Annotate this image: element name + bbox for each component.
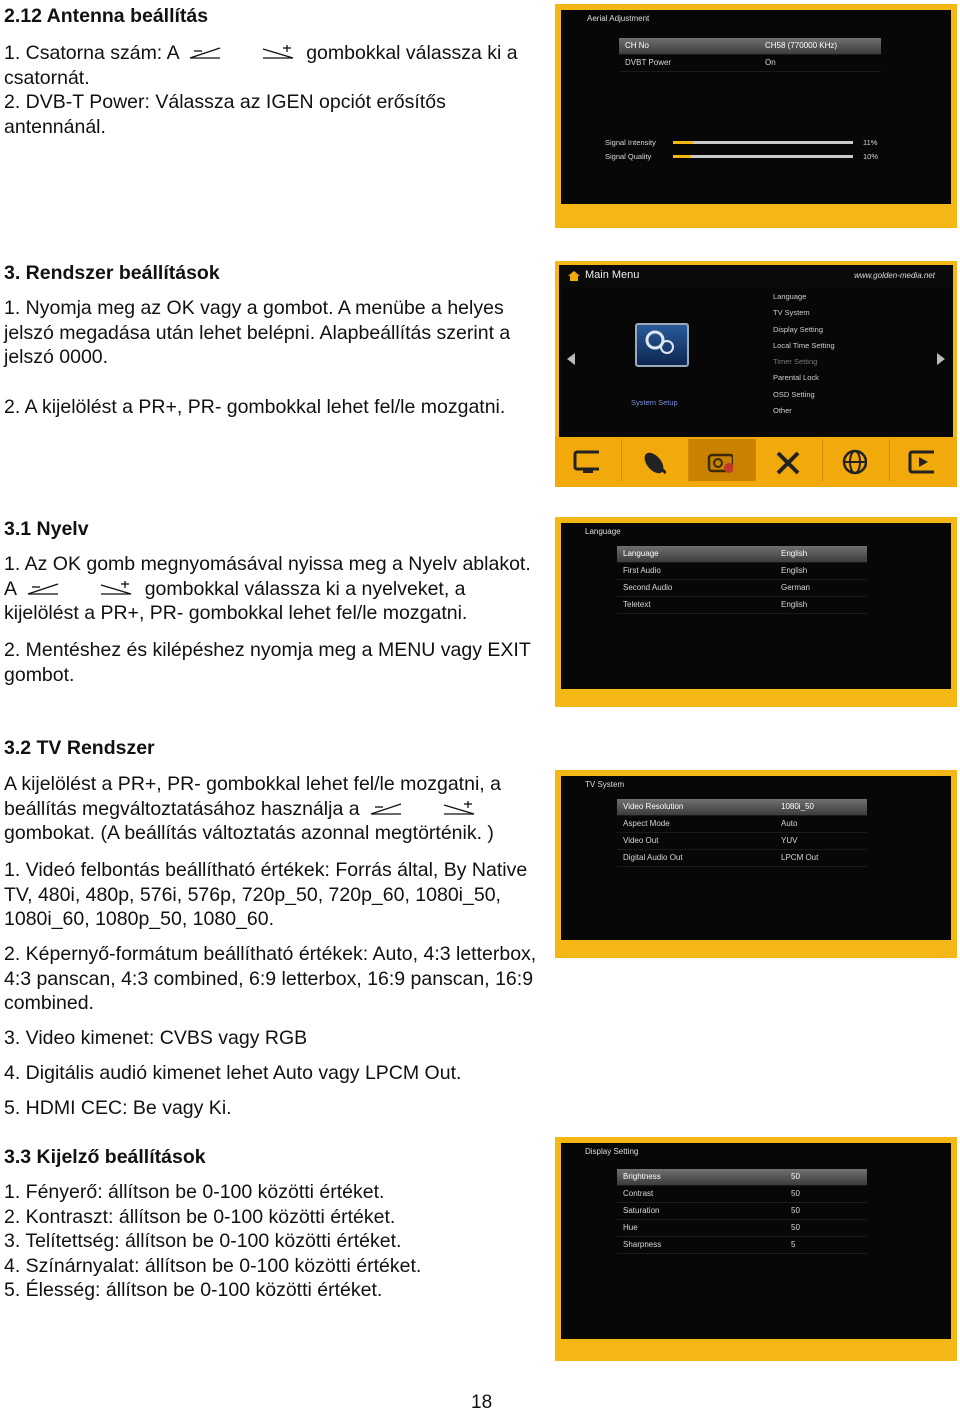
paragraph-language-1 xyxy=(4,552,544,626)
tv-screen xyxy=(559,265,953,437)
menu-item: Parental Lock xyxy=(773,373,819,383)
text-part: gombokat. (A beállítás változtatás azonnal megtörténik. ) xyxy=(4,822,494,844)
paragraph-display-1: 1. Fényerő: állítson be 0-100 közötti értéket. xyxy=(4,1181,385,1203)
settings-list xyxy=(619,38,881,72)
screen-title: Display Setting xyxy=(585,1147,639,1156)
main-menu-title: Main Menu xyxy=(585,269,640,281)
volume-down-icon xyxy=(188,45,224,61)
paragraph-system-2: 2. A kijelölést a PR+, PR- gombokkal lehet fel/le mozgatni. xyxy=(4,396,506,418)
text-part: gombokkal válassza ki a csatornát. xyxy=(4,42,518,89)
category-media xyxy=(890,439,956,481)
paragraph-display-3: 3. Telítettség: állítson be 0-100 közötti értéket. xyxy=(4,1230,402,1252)
page-number: 18 xyxy=(471,1392,493,1413)
main-menu-list xyxy=(773,289,835,419)
arrow-left-icon xyxy=(567,353,575,365)
screen-title: TV System xyxy=(585,780,625,789)
settings-row: Contrast 50 xyxy=(617,1186,867,1203)
paragraph-display-4: 4. Színárnyalat: állítson be 0-100 közötti értéket. xyxy=(4,1255,422,1277)
settings-list xyxy=(617,799,867,867)
volume-up-icon xyxy=(261,45,297,61)
settings-row: Brightness 50 xyxy=(617,1169,867,1186)
text-part: A kijelölést a PR+, PR- gombokkal lehet fel/le mozgatni, a beállítás megváltoztatásához használja a xyxy=(4,773,501,820)
paragraph-tv-3: 3. Video kimenet: CVBS vagy RGB xyxy=(4,1027,308,1049)
volume-up-icon xyxy=(442,801,478,817)
main-menu-header xyxy=(559,265,953,287)
paragraph-display-5: 5. Élesség: állítson be 0-100 közötti értéket. xyxy=(4,1279,383,1301)
paragraph-display-2: 2. Kontraszt: állítson be 0-100 közötti értéket. xyxy=(4,1206,396,1228)
section-heading-display: 3.3 Kijelző beállítások xyxy=(4,1146,206,1168)
text-part: gombokkal válassza ki a nyelveket, a kijelölést a PR+, PR- gombokkal lehet fel/le mozgatni. xyxy=(4,577,468,624)
settings-row: Saturation 50 xyxy=(617,1203,867,1220)
paragraph-tv-4: 4. Digitális audió kimenet lehet Auto vagy LPCM Out. xyxy=(4,1062,462,1084)
website-url: www.golden-media.net xyxy=(854,271,935,280)
category-satellite xyxy=(622,439,689,481)
section-heading-system: 3. Rendszer beállítások xyxy=(4,262,220,284)
settings-row: Teletext English xyxy=(617,597,867,614)
section-heading-antenna: 2.12 Antenna beállítás xyxy=(4,5,209,27)
settings-row: Hue 50 xyxy=(617,1220,867,1237)
text-part: 1. Az OK gomb megnyomásával nyissa meg a Nyelv ablakot. A xyxy=(4,553,531,600)
screenshot-language xyxy=(555,517,957,707)
paragraph-antenna-1 xyxy=(4,41,544,90)
text-part: 1. Csatorna szám: A xyxy=(4,42,179,64)
menu-item: Language xyxy=(773,292,807,301)
tv-screen xyxy=(561,776,951,940)
settings-row: First Audio English xyxy=(617,563,867,580)
paragraph-language-2: 2. Mentéshez és kilépéshez nyomja meg a MENU vagy EXIT gombot. xyxy=(4,639,531,686)
settings-list xyxy=(617,1169,867,1254)
settings-row: Sharpness 5 xyxy=(617,1237,867,1254)
tv-screen xyxy=(561,523,951,689)
category-tv xyxy=(555,439,622,481)
paragraph-tv-0 xyxy=(4,772,544,846)
category-tools xyxy=(756,439,823,481)
screen-title: Language xyxy=(585,527,621,536)
menu-item: Other xyxy=(773,406,792,416)
settings-row: Digital Audio Out LPCM Out xyxy=(617,850,867,867)
tv-screen xyxy=(561,1143,951,1339)
category-network xyxy=(823,439,890,481)
paragraph-system-1: 1. Nyomja meg az OK vagy a gombot. A menübe a helyes jelszó megadása után lehet belépni. Alapbeállítás szerint a jelszó 0000. xyxy=(4,297,511,368)
volume-down-icon xyxy=(26,581,62,597)
screen-title: Aerial Adjustment xyxy=(587,14,650,23)
settings-row: Second Audio German xyxy=(617,580,867,597)
section-heading-language: 3.1 Nyelv xyxy=(4,518,89,540)
settings-row: DVBT Power On xyxy=(619,55,881,72)
signal-quality-bar xyxy=(673,155,853,158)
settings-row: Language English xyxy=(617,546,867,563)
arrow-right-icon xyxy=(937,353,945,365)
screenshot-aerial-adjustment xyxy=(555,4,957,228)
settings-row: CH No CH58 (770000 KHz) xyxy=(619,38,881,55)
menu-item: TV System xyxy=(773,308,810,318)
menu-item: Timer Setting xyxy=(773,357,818,367)
paragraph-tv-1: 1. Videó felbontás beállítható értékek: Forrás által, By Native TV, 480i, 480p, 576i, 576p, 720p_50, 720p_60, 1080i_50, 1080i_60, 1080p_50, 1080_60. xyxy=(4,859,528,930)
home-icon xyxy=(567,270,581,284)
category-system-setup xyxy=(689,439,756,481)
paragraph-tv-5: 5. HDMI CEC: Be vagy Ki. xyxy=(4,1097,232,1119)
volume-down-icon xyxy=(369,801,405,817)
tv-screen: Aerial Adjustment CH No CH58 (770000 KHz) DVBT Power On Signal Intensity 11% Signal Quality 10% xyxy=(561,10,951,204)
settings-row: Aspect Mode Auto xyxy=(617,816,867,833)
screenshot-main-menu xyxy=(555,261,957,487)
menu-item: Display Setting xyxy=(773,324,824,334)
category-bar xyxy=(555,437,957,487)
paragraph-antenna-2: 2. DVB-T Power: Válassza az IGEN opciót erősítős antennánál. xyxy=(4,91,446,138)
system-setup-icon xyxy=(635,323,689,367)
signal-intensity-bar xyxy=(673,141,853,144)
section-heading-tv: 3.2 TV Rendszer xyxy=(4,737,155,759)
system-setup-label: System Setup xyxy=(631,398,678,407)
menu-item: Local Time Setting xyxy=(773,340,835,350)
screenshot-display-setting xyxy=(555,1137,957,1361)
settings-row: Video Resolution 1080i_50 xyxy=(617,799,867,816)
screenshot-tv-system xyxy=(555,770,957,958)
settings-row: Video Out YUV xyxy=(617,833,867,850)
volume-up-icon xyxy=(99,581,135,597)
paragraph-tv-2: 2. Képernyő-formátum beállítható értékek: Auto, 4:3 letterbox, 4:3 panscan, 4:3 combined, 6:9 letterbox, 16:9 panscan, 16:9 combined. xyxy=(4,943,537,1014)
menu-item: OSD Setting xyxy=(773,389,815,399)
settings-list xyxy=(617,546,867,614)
